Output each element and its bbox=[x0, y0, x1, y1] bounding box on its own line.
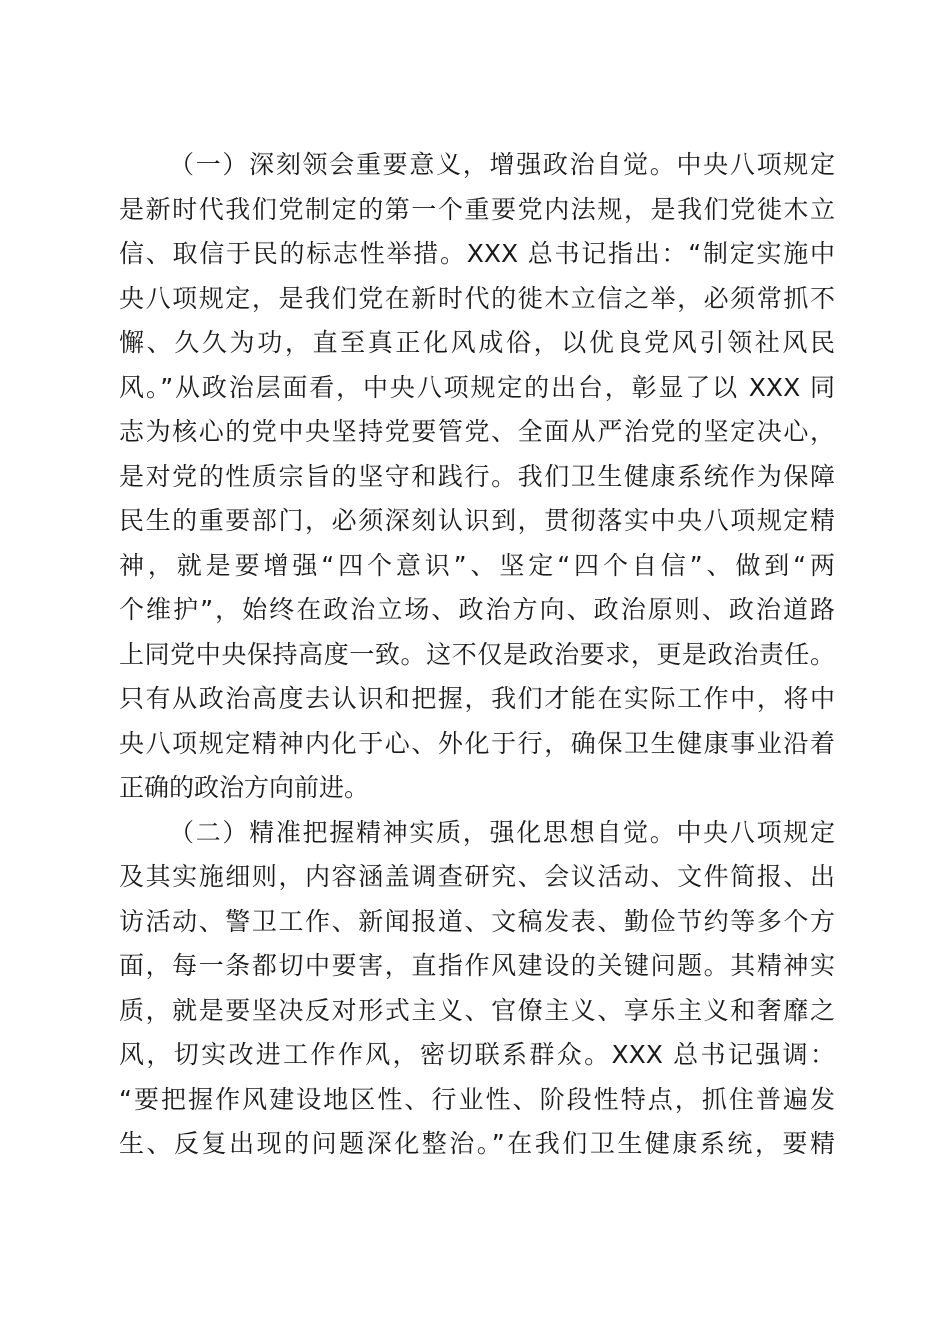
paragraph-1-line-4: 央八项规定，是我们党在新时代的徙木立信之举，必须常抓不 bbox=[119, 283, 835, 313]
paragraph-1-line-14: 央八项规定精神内化于心、外化于行，确保卫生健康事业沿着 bbox=[119, 728, 835, 758]
paragraph-1-line-7: 志为核心的党中央坚持党要管党、全面从严治党的坚定决心， bbox=[119, 417, 835, 446]
paragraph-2-line-7: “要把握作风建设地区性、行业性、阶段性特点，抓住普遍发 bbox=[119, 1084, 835, 1114]
paragraph-2-line-1: （二）精准把握精神实质，强化思想自觉。中央八项规定 bbox=[169, 817, 835, 847]
paragraph-2-line-2: 及其实施细则，内容涵盖调查研究、会议活动、文件简报、出 bbox=[119, 862, 835, 891]
paragraph-2-line-4: 面，每一条都切中要害，直指作风建设的关键问题。其精神实 bbox=[119, 951, 835, 980]
paragraph-1-line-9: 民生的重要部门，必须深刻认识到，贯彻落实中央八项规定精 bbox=[119, 506, 835, 535]
paragraph-2-line-6: 风，切实改进工作作风，密切联系群众。XXX 总书记强调： bbox=[119, 1040, 835, 1069]
paragraph-1-line-12: 上同党中央保持高度一致。这不仅是政治要求，更是政治责任。 bbox=[119, 639, 835, 669]
document-body bbox=[119, 143, 835, 1167]
paragraph-1-line-1: （一）深刻领会重要意义，增强政治自觉。中央八项规定 bbox=[169, 150, 835, 179]
paragraph-1-line-11: 个维护”，始终在政治立场、政治方向、政治原则、政治道路 bbox=[119, 595, 835, 624]
paragraph-1-line-15: 正确的政治方向前进。 bbox=[119, 773, 370, 802]
paragraph-1-line-6: 风。”从政治层面看，中央八项规定的出台，彰显了以 XXX 同 bbox=[119, 372, 835, 402]
paragraph-2-line-5: 质，就是要坚决反对形式主义、官僚主义、享乐主义和奢靡之 bbox=[119, 995, 835, 1025]
paragraph-2-line-8: 生、反复出现的问题深化整治。”在我们卫生健康系统，要精 bbox=[119, 1129, 835, 1158]
paragraph-1-line-3: 信、取信于民的标志性举措。XXX 总书记指出：“制定实施中 bbox=[119, 239, 835, 268]
paragraph-2-line-3: 访活动、警卫工作、新闻报道、文稿发表、勤俭节约等多个方 bbox=[119, 906, 835, 936]
paragraph-1-line-5: 懈、久久为功，直至真正化风成俗，以优良党风引领社风民 bbox=[119, 328, 835, 357]
paragraph-1-line-8: 是对党的性质宗旨的坚守和践行。我们卫生健康系统作为保障 bbox=[119, 461, 835, 491]
paragraph-1-line-10: 神，就是要增强“四个意识”、坚定“四个自信”、做到“两 bbox=[119, 550, 835, 580]
paragraph-1-line-2: 是新时代我们党制定的第一个重要党内法规，是我们党徙木立 bbox=[119, 194, 835, 224]
paragraph-1-line-13: 只有从政治高度去认识和把握，我们才能在实际工作中，将中 bbox=[119, 684, 835, 713]
